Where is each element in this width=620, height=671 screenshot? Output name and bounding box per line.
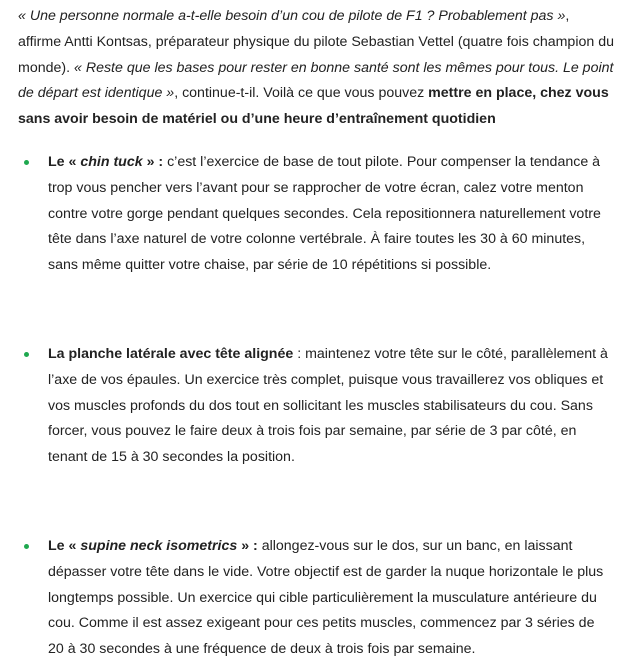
quote-same-basics: « Reste que les bases pour rester en bonne santé sont les mêmes pour tous. Le point de départ est identique » <box>18 59 614 102</box>
list-item-supine-neck-isometrics <box>48 534 614 663</box>
exercise-description: c’est l’exercice de base de tout pilote. Pour compenser la tendance à trop vous pencher vers l’avant pour se rapprocher de votre écran, calez votre menton contre votre gorge pendant quelques secondes. Cela repositionnera naturellement votre tête dans l’axe naturel de votre colonne vertébrale. À faire toutes les 30 à 60 minutes, sans même quitter votre chaise, par série de 10 répétitions si possible. <box>48 154 601 274</box>
exercise-description: allongez-vous sur le dos, sur un banc, en laissant dépasser votre tête dans le vide. Votre objectif est de garder la nuque horizontale le plus longtemps possible. Un exercice qui cible particulièrement la musculature antérieure du cou. Comme il est assez exigeant pour ces petits muscles, commencez par 3 séries de 20 à 30 secondes à une fréquence de deux à trois fois par semaine. <box>48 538 604 658</box>
intro-continuation: , continue-t-il. Voilà ce que vous pouvez <box>174 85 429 102</box>
intro-attribution: , affirme Antti Kontsas, préparateur physique du pilote Sebastian Vettel (quatre fois champion du monde). <box>18 8 614 76</box>
exercise-title: Le « supine neck isometrics » : <box>48 538 258 554</box>
exercise-title: Le « chin tuck » : <box>48 154 164 170</box>
list-item-side-plank <box>48 342 614 471</box>
bullet-icon <box>24 544 29 549</box>
exercise-title: La planche latérale avec tête alignée <box>48 346 294 362</box>
exercise-description: : maintenez votre tête sur le côté, parallèlement à l’axe de vos épaules. Un exercice très complet, puisque vous travaillerez vos obliques et vos muscles profonds du dos tout en sollicitant les muscles stabilisateurs du cou. Sans forcer, vous pouvez le faire deux à trois fois par semaine, par série de 3 par côté, en tenant de 15 à 30 secondes la position. <box>48 346 608 466</box>
quote-vettel-trainer: « Une personne normale a-t-elle besoin d’un cou de pilote de F1 ? Probablement pas » <box>18 8 566 24</box>
bullet-icon <box>24 352 29 357</box>
bullet-icon <box>24 160 29 165</box>
intro-emphasis: mettre en place, chez vous sans avoir besoin de matériel ou d’une heure d’entraînement quotidien <box>18 85 609 128</box>
intro-text <box>18 4 614 133</box>
intro-paragraph <box>18 4 614 133</box>
list-item-chin-tuck <box>48 150 614 279</box>
